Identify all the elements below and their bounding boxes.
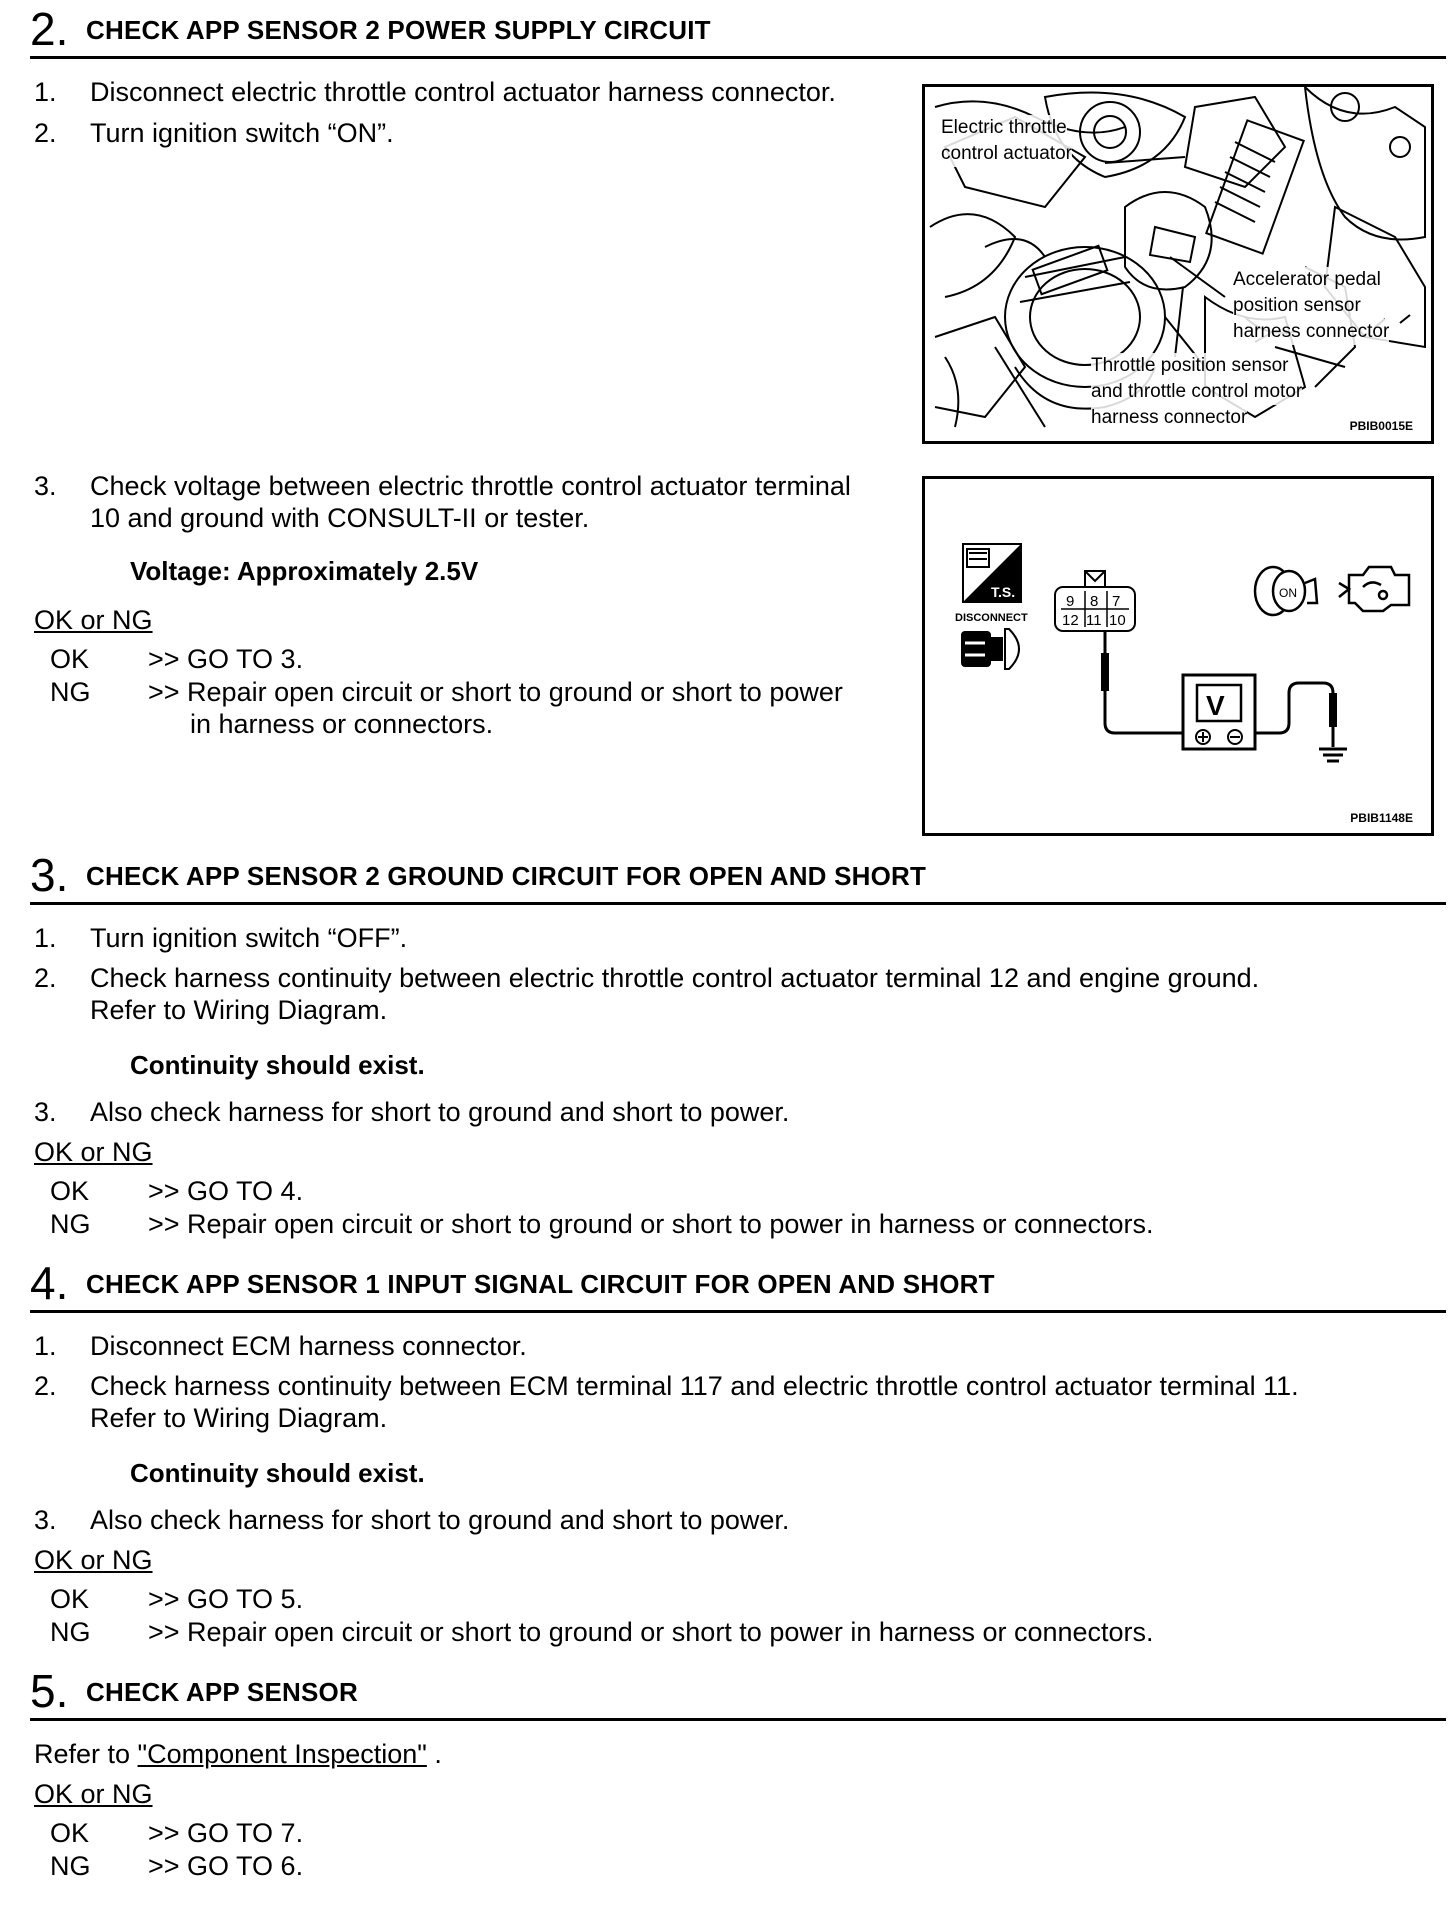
figure-voltage-check: [922, 476, 1434, 836]
result-ng-label: NG: [50, 677, 91, 707]
terminal-9: 9: [1066, 593, 1075, 610]
key-label: ON: [1279, 586, 1297, 600]
section-number: 3.: [30, 849, 69, 901]
result-ng-label: NG: [50, 1617, 91, 1647]
callout-tps-l2: and throttle control motor: [1091, 379, 1302, 405]
callout-tps-l3: harness connector: [1091, 405, 1247, 431]
connector-icon: [1055, 571, 1135, 631]
step-text-line1: Check harness continuity between ECM terminal 117 and electric throttle control actuator terminal 11.: [90, 1371, 1299, 1401]
result-ok-label: OK: [50, 1176, 90, 1206]
result-ok-text[interactable]: >> GO TO 4.: [148, 1176, 304, 1206]
section-number: 4.: [30, 1257, 69, 1309]
refer-prefix: Refer to: [34, 1739, 138, 1769]
section-2-header: [30, 0, 1446, 59]
result-ok-text[interactable]: >> GO TO 7.: [148, 1818, 304, 1848]
result-ng-text-line2: in harness or connectors.: [190, 709, 494, 739]
callout-actuator-l2: control actuator: [941, 141, 1072, 167]
refer-line: [34, 1738, 442, 1770]
callout-tps-l1: Throttle position sensor: [1091, 353, 1289, 379]
result-ok-text[interactable]: >> GO TO 5.: [148, 1584, 304, 1614]
ok-or-ng-label: OK or NG: [34, 605, 153, 635]
step-number: 1.: [34, 1331, 57, 1361]
result-ok-link[interactable]: [148, 1176, 303, 1207]
ok-or-ng-label: OK or NG: [34, 1779, 153, 1809]
disconnect-label: DISCONNECT: [955, 612, 1028, 624]
refer-suffix: .: [426, 1739, 442, 1769]
step-number: 2.: [34, 963, 57, 993]
spec-continuity: Continuity should exist.: [130, 1050, 425, 1080]
voltmeter-icon: [1183, 675, 1255, 749]
ts-icon: [963, 544, 1021, 602]
step-text-line2: Refer to Wiring Diagram.: [90, 1403, 388, 1433]
step-text: Disconnect electric throttle control actuator harness connector.: [90, 77, 836, 107]
step-number: 3.: [34, 1097, 57, 1127]
step-number: 2.: [34, 1371, 57, 1401]
section-4-header: [30, 1254, 1446, 1313]
engine-icon: [1339, 567, 1409, 611]
step-text: Disconnect ECM harness connector.: [90, 1331, 527, 1361]
step-text-line2: Refer to Wiring Diagram.: [90, 995, 388, 1025]
step-text: Also check harness for short to ground and short to power.: [90, 1097, 790, 1127]
terminal-10: 10: [1109, 612, 1126, 629]
result-ng-text[interactable]: >> GO TO 6.: [148, 1851, 304, 1881]
result-ng-text: >> Repair open circuit or short to ground or short to power in harness or connectors.: [148, 1617, 1154, 1647]
result-ok-link[interactable]: [148, 1584, 303, 1615]
result-ng-text: >> Repair open circuit or short to ground or short to power: [148, 677, 843, 707]
result-ok-link[interactable]: [148, 644, 303, 675]
ok-or-ng-label: OK or NG: [34, 1545, 153, 1575]
step-text-line1: Check harness continuity between electric throttle control actuator terminal 12 and engine ground.: [90, 963, 1260, 993]
ignition-on-icon: [1255, 567, 1317, 615]
step-text: Turn ignition switch “OFF”.: [90, 923, 408, 953]
component-inspection-link[interactable]: "Component Inspection": [137, 1739, 427, 1769]
voltage-check-diagram: [925, 479, 1431, 833]
spec-voltage: Voltage: Approximately 2.5V: [130, 556, 479, 586]
result-ok-text[interactable]: >> GO TO 3.: [148, 644, 304, 674]
step-number: 1.: [34, 77, 57, 107]
result-ok-link[interactable]: [148, 1818, 303, 1849]
result-ng-label: NG: [50, 1851, 91, 1881]
section-number: 2.: [30, 3, 69, 55]
result-ok-label: OK: [50, 1584, 90, 1614]
result-ng-text: >> Repair open circuit or short to ground or short to power in harness or connectors.: [148, 1209, 1154, 1239]
step-text-line2: 10 and ground with CONSULT-II or tester.: [90, 503, 590, 533]
step-number: 2.: [34, 118, 57, 148]
section-title: CHECK APP SENSOR 2 GROUND CIRCUIT FOR OPEN AND SHORT: [86, 861, 927, 891]
callout-app-l1: Accelerator pedal: [1233, 267, 1381, 293]
step-number: 3.: [34, 1505, 57, 1535]
terminal-8: 8: [1090, 593, 1099, 610]
terminal-11: 11: [1086, 612, 1102, 629]
meter-label: V: [1206, 690, 1225, 721]
section-title: CHECK APP SENSOR 2 POWER SUPPLY CIRCUIT: [86, 15, 711, 45]
spec-continuity: Continuity should exist.: [130, 1458, 425, 1488]
figure-engine-bay: [922, 84, 1434, 444]
ts-label: T.S.: [991, 584, 1016, 600]
disconnect-icon: [955, 612, 1028, 669]
section-number: 5.: [30, 1665, 69, 1717]
callout-app-l3: harness connector: [1233, 319, 1389, 345]
section-title: CHECK APP SENSOR 1 INPUT SIGNAL CIRCUIT FOR OPEN AND SHORT: [86, 1269, 995, 1299]
step-number: 3.: [34, 471, 57, 501]
step-text: Turn ignition switch “ON”.: [90, 118, 394, 148]
result-ok-label: OK: [50, 1818, 90, 1848]
terminal-12: 12: [1062, 612, 1079, 629]
figure-code: PBIB0015E: [1349, 419, 1413, 433]
section-title: CHECK APP SENSOR: [86, 1677, 358, 1707]
section-3-header: [30, 846, 1446, 905]
result-ok-label: OK: [50, 644, 90, 674]
step-text-line1: Check voltage between electric throttle control actuator terminal: [90, 471, 851, 501]
result-ng-link[interactable]: [148, 1851, 303, 1882]
figure-code: PBIB1148E: [1350, 811, 1413, 825]
callout-app-l2: position sensor: [1233, 293, 1361, 319]
result-ng-label: NG: [50, 1209, 91, 1239]
section-5-header: [30, 1662, 1446, 1721]
step-text: Also check harness for short to ground and short to power.: [90, 1505, 790, 1535]
terminal-7: 7: [1112, 593, 1121, 610]
ok-or-ng-label: OK or NG: [34, 1137, 153, 1167]
step-number: 1.: [34, 923, 57, 953]
callout-actuator-l1: Electric throttle: [941, 115, 1067, 141]
